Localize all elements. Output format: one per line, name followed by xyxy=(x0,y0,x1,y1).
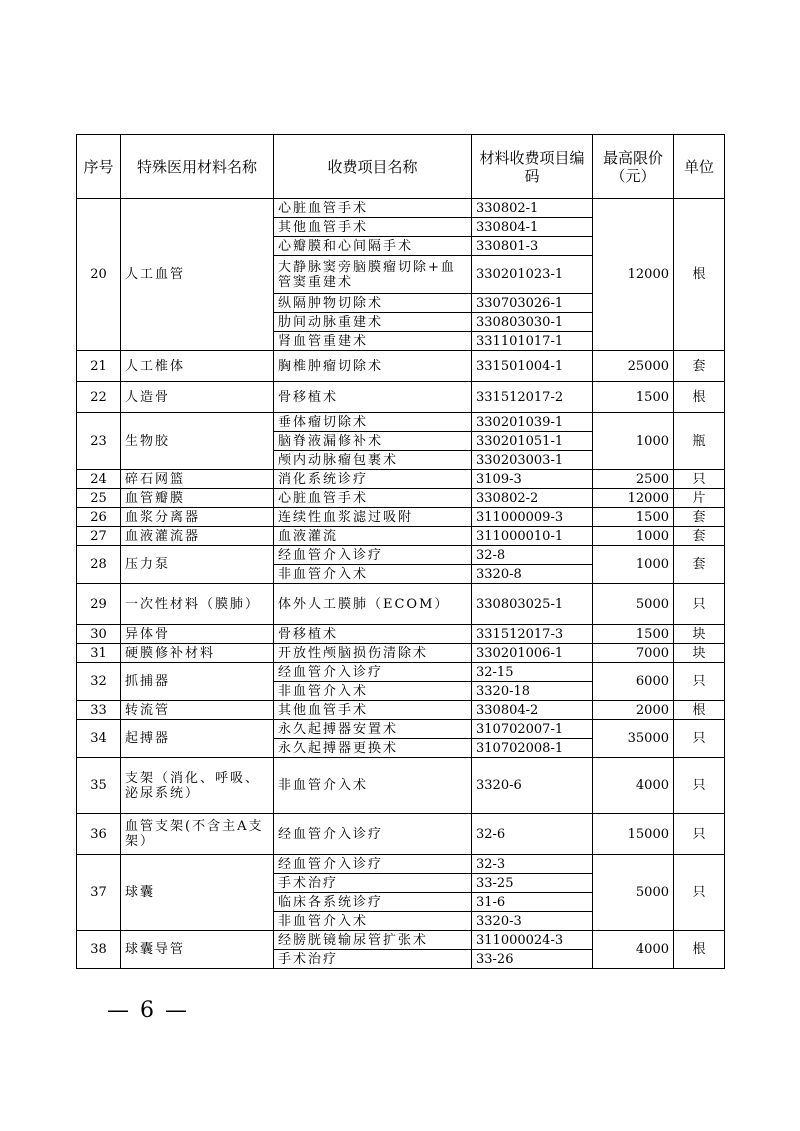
unit-cell: 只 xyxy=(674,584,725,625)
unit-cell: 只 xyxy=(674,758,725,814)
table-row xyxy=(77,470,725,489)
material-cell: 生物胶 xyxy=(121,413,274,470)
code-cell: 331512017-3 xyxy=(472,625,593,644)
code-cell: 3320-3 xyxy=(472,912,593,931)
seq-cell: 34 xyxy=(77,720,121,758)
seq-cell: 25 xyxy=(77,489,121,508)
seq-cell: 26 xyxy=(77,508,121,527)
seq-cell: 38 xyxy=(77,931,121,969)
unit-cell: 套 xyxy=(674,508,725,527)
item-cell: 体外人工膜肺（ECOM） xyxy=(274,584,472,625)
material-cell: 支架（消化、呼吸、泌尿系统） xyxy=(121,758,274,814)
price-cell: 12000 xyxy=(593,199,674,351)
seq-cell: 30 xyxy=(77,625,121,644)
price-cell: 6000 xyxy=(593,663,674,701)
item-cell: 骨移植术 xyxy=(274,382,472,413)
item-cell: 心脏血管手术 xyxy=(274,489,472,508)
header-seq: 序号 xyxy=(77,135,121,199)
material-cell: 球囊导管 xyxy=(121,931,274,969)
item-cell: 经血管介入诊疗 xyxy=(274,814,472,855)
unit-cell: 根 xyxy=(674,931,725,969)
material-cell: 异体骨 xyxy=(121,625,274,644)
code-cell: 330804-2 xyxy=(472,701,593,720)
item-cell: 其他血管手术 xyxy=(274,218,472,237)
code-cell: 310702008-1 xyxy=(472,739,593,758)
material-cell: 转流管 xyxy=(121,701,274,720)
unit-cell: 套 xyxy=(674,351,725,382)
unit-cell: 套 xyxy=(674,527,725,546)
material-cell: 人工血管 xyxy=(121,199,274,351)
price-cell: 35000 xyxy=(593,720,674,758)
code-cell: 311000009-3 xyxy=(472,508,593,527)
material-cell: 血液灌流器 xyxy=(121,527,274,546)
unit-cell: 只 xyxy=(674,855,725,931)
code-cell: 330703026-1 xyxy=(472,294,593,313)
code-cell: 330802-2 xyxy=(472,489,593,508)
material-cell: 人工椎体 xyxy=(121,351,274,382)
code-cell: 31-6 xyxy=(472,893,593,912)
code-cell: 331501004-1 xyxy=(472,351,593,382)
unit-cell: 只 xyxy=(674,663,725,701)
item-cell: 非血管介入术 xyxy=(274,912,472,931)
item-cell: 连续性血浆滤过吸附 xyxy=(274,508,472,527)
header-material: 特殊医用材料名称 xyxy=(121,135,274,199)
table-row xyxy=(77,720,725,739)
header-price: 最高限价（元） xyxy=(593,135,674,199)
table-row xyxy=(77,701,725,720)
material-cell: 人造骨 xyxy=(121,382,274,413)
code-cell: 310702007-1 xyxy=(472,720,593,739)
price-cell: 4000 xyxy=(593,758,674,814)
table-row xyxy=(77,546,725,565)
table-row xyxy=(77,199,725,218)
unit-cell: 套 xyxy=(674,546,725,584)
item-cell: 血液灌流 xyxy=(274,527,472,546)
unit-cell: 根 xyxy=(674,701,725,720)
material-cell: 压力泵 xyxy=(121,546,274,584)
code-cell: 3320-18 xyxy=(472,682,593,701)
item-cell: 经血管介入诊疗 xyxy=(274,855,472,874)
seq-cell: 36 xyxy=(77,814,121,855)
price-cell: 5000 xyxy=(593,584,674,625)
unit-cell: 块 xyxy=(674,625,725,644)
price-cell: 25000 xyxy=(593,351,674,382)
item-cell: 经血管介入诊疗 xyxy=(274,546,472,565)
price-cell: 2500 xyxy=(593,470,674,489)
seq-cell: 28 xyxy=(77,546,121,584)
price-cell: 1000 xyxy=(593,413,674,470)
page-number: — 6 — xyxy=(107,998,189,1023)
material-cell: 抓捕器 xyxy=(121,663,274,701)
code-cell: 330803025-1 xyxy=(472,584,593,625)
seq-cell: 35 xyxy=(77,758,121,814)
code-cell: 3320-8 xyxy=(472,565,593,584)
table-row xyxy=(77,508,725,527)
code-cell: 330203003-1 xyxy=(472,451,593,470)
code-cell: 331101017-1 xyxy=(472,332,593,351)
item-cell: 其他血管手术 xyxy=(274,701,472,720)
unit-cell: 根 xyxy=(674,382,725,413)
seq-cell: 33 xyxy=(77,701,121,720)
item-cell: 临床各系统诊疗 xyxy=(274,893,472,912)
unit-cell: 只 xyxy=(674,470,725,489)
table-row xyxy=(77,584,725,625)
code-cell: 311000024-3 xyxy=(472,931,593,950)
item-cell: 颅内动脉瘤包裹术 xyxy=(274,451,472,470)
code-cell: 330201051-1 xyxy=(472,432,593,451)
code-cell: 33-26 xyxy=(472,950,593,969)
seq-cell: 22 xyxy=(77,382,121,413)
item-cell: 手术治疗 xyxy=(274,874,472,893)
price-cell: 1500 xyxy=(593,508,674,527)
code-cell: 33-25 xyxy=(472,874,593,893)
price-cell: 1000 xyxy=(593,546,674,584)
item-cell: 垂体瘤切除术 xyxy=(274,413,472,432)
price-cell: 12000 xyxy=(593,489,674,508)
code-cell: 330803030-1 xyxy=(472,313,593,332)
table-row xyxy=(77,413,725,432)
unit-cell: 片 xyxy=(674,489,725,508)
code-cell: 32-3 xyxy=(472,855,593,874)
item-cell: 经血管介入诊疗 xyxy=(274,663,472,682)
table-row xyxy=(77,489,725,508)
unit-cell: 根 xyxy=(674,199,725,351)
header-row xyxy=(77,135,725,199)
material-cell: 血管瓣膜 xyxy=(121,489,274,508)
code-cell: 330802-1 xyxy=(472,199,593,218)
table-row xyxy=(77,663,725,682)
item-cell: 手术治疗 xyxy=(274,950,472,969)
code-cell: 330801-3 xyxy=(472,237,593,256)
code-cell: 32-8 xyxy=(472,546,593,565)
item-cell: 胸椎肿瘤切除术 xyxy=(274,351,472,382)
item-cell: 脑脊液漏修补术 xyxy=(274,432,472,451)
table-row xyxy=(77,814,725,855)
item-cell: 经膀胱镜输尿管扩张术 xyxy=(274,931,472,950)
material-cell: 血浆分离器 xyxy=(121,508,274,527)
item-cell: 骨移植术 xyxy=(274,625,472,644)
unit-cell: 只 xyxy=(674,720,725,758)
table-row xyxy=(77,855,725,874)
item-cell: 开放性颅脑损伤清除术 xyxy=(274,644,472,663)
seq-cell: 21 xyxy=(77,351,121,382)
seq-cell: 37 xyxy=(77,855,121,931)
fee-table xyxy=(76,134,725,969)
material-cell: 一次性材料（膜肺） xyxy=(121,584,274,625)
item-cell: 纵隔肿物切除术 xyxy=(274,294,472,313)
material-cell: 起搏器 xyxy=(121,720,274,758)
item-cell: 永久起搏器安置术 xyxy=(274,720,472,739)
material-cell: 血管支架(不含主A支架） xyxy=(121,814,274,855)
seq-cell: 20 xyxy=(77,199,121,351)
unit-cell: 瓶 xyxy=(674,413,725,470)
price-cell: 1500 xyxy=(593,382,674,413)
item-cell: 非血管介入术 xyxy=(274,758,472,814)
code-cell: 330201006-1 xyxy=(472,644,593,663)
unit-cell: 只 xyxy=(674,814,725,855)
table-row xyxy=(77,527,725,546)
material-cell: 碎石网篮 xyxy=(121,470,274,489)
code-cell: 32-15 xyxy=(472,663,593,682)
item-cell: 非血管介入术 xyxy=(274,565,472,584)
code-cell: 3320-6 xyxy=(472,758,593,814)
seq-cell: 29 xyxy=(77,584,121,625)
code-cell: 331512017-2 xyxy=(472,382,593,413)
price-cell: 2000 xyxy=(593,701,674,720)
table-row xyxy=(77,931,725,950)
seq-cell: 31 xyxy=(77,644,121,663)
price-cell: 15000 xyxy=(593,814,674,855)
table-row xyxy=(77,382,725,413)
material-cell: 球囊 xyxy=(121,855,274,931)
seq-cell: 27 xyxy=(77,527,121,546)
price-cell: 7000 xyxy=(593,644,674,663)
table-row xyxy=(77,758,725,814)
code-cell: 311000010-1 xyxy=(472,527,593,546)
price-cell: 4000 xyxy=(593,931,674,969)
seq-cell: 32 xyxy=(77,663,121,701)
price-cell: 1000 xyxy=(593,527,674,546)
seq-cell: 24 xyxy=(77,470,121,489)
item-cell: 非血管介入术 xyxy=(274,682,472,701)
table-row xyxy=(77,644,725,663)
material-cell: 硬膜修补材料 xyxy=(121,644,274,663)
code-cell: 330201023-1 xyxy=(472,256,593,294)
code-cell: 32-6 xyxy=(472,814,593,855)
code-cell: 3109-3 xyxy=(472,470,593,489)
table-body xyxy=(77,199,725,969)
item-cell: 肋间动脉重建术 xyxy=(274,313,472,332)
item-cell: 心瓣膜和心间隔手术 xyxy=(274,237,472,256)
header-code: 材料收费项目编码 xyxy=(472,135,593,199)
code-cell: 330201039-1 xyxy=(472,413,593,432)
unit-cell: 块 xyxy=(674,644,725,663)
item-cell: 肾血管重建术 xyxy=(274,332,472,351)
item-cell: 大静脉窦旁脑膜瘤切除+血管窦重建术 xyxy=(274,256,472,294)
seq-cell: 23 xyxy=(77,413,121,470)
table-row xyxy=(77,625,725,644)
code-cell: 330804-1 xyxy=(472,218,593,237)
header-item: 收费项目名称 xyxy=(274,135,472,199)
item-cell: 心脏血管手术 xyxy=(274,199,472,218)
item-cell: 永久起搏器更换术 xyxy=(274,739,472,758)
price-cell: 5000 xyxy=(593,855,674,931)
table-row xyxy=(77,351,725,382)
price-cell: 1500 xyxy=(593,625,674,644)
item-cell: 消化系统诊疗 xyxy=(274,470,472,489)
header-unit: 单位 xyxy=(674,135,725,199)
